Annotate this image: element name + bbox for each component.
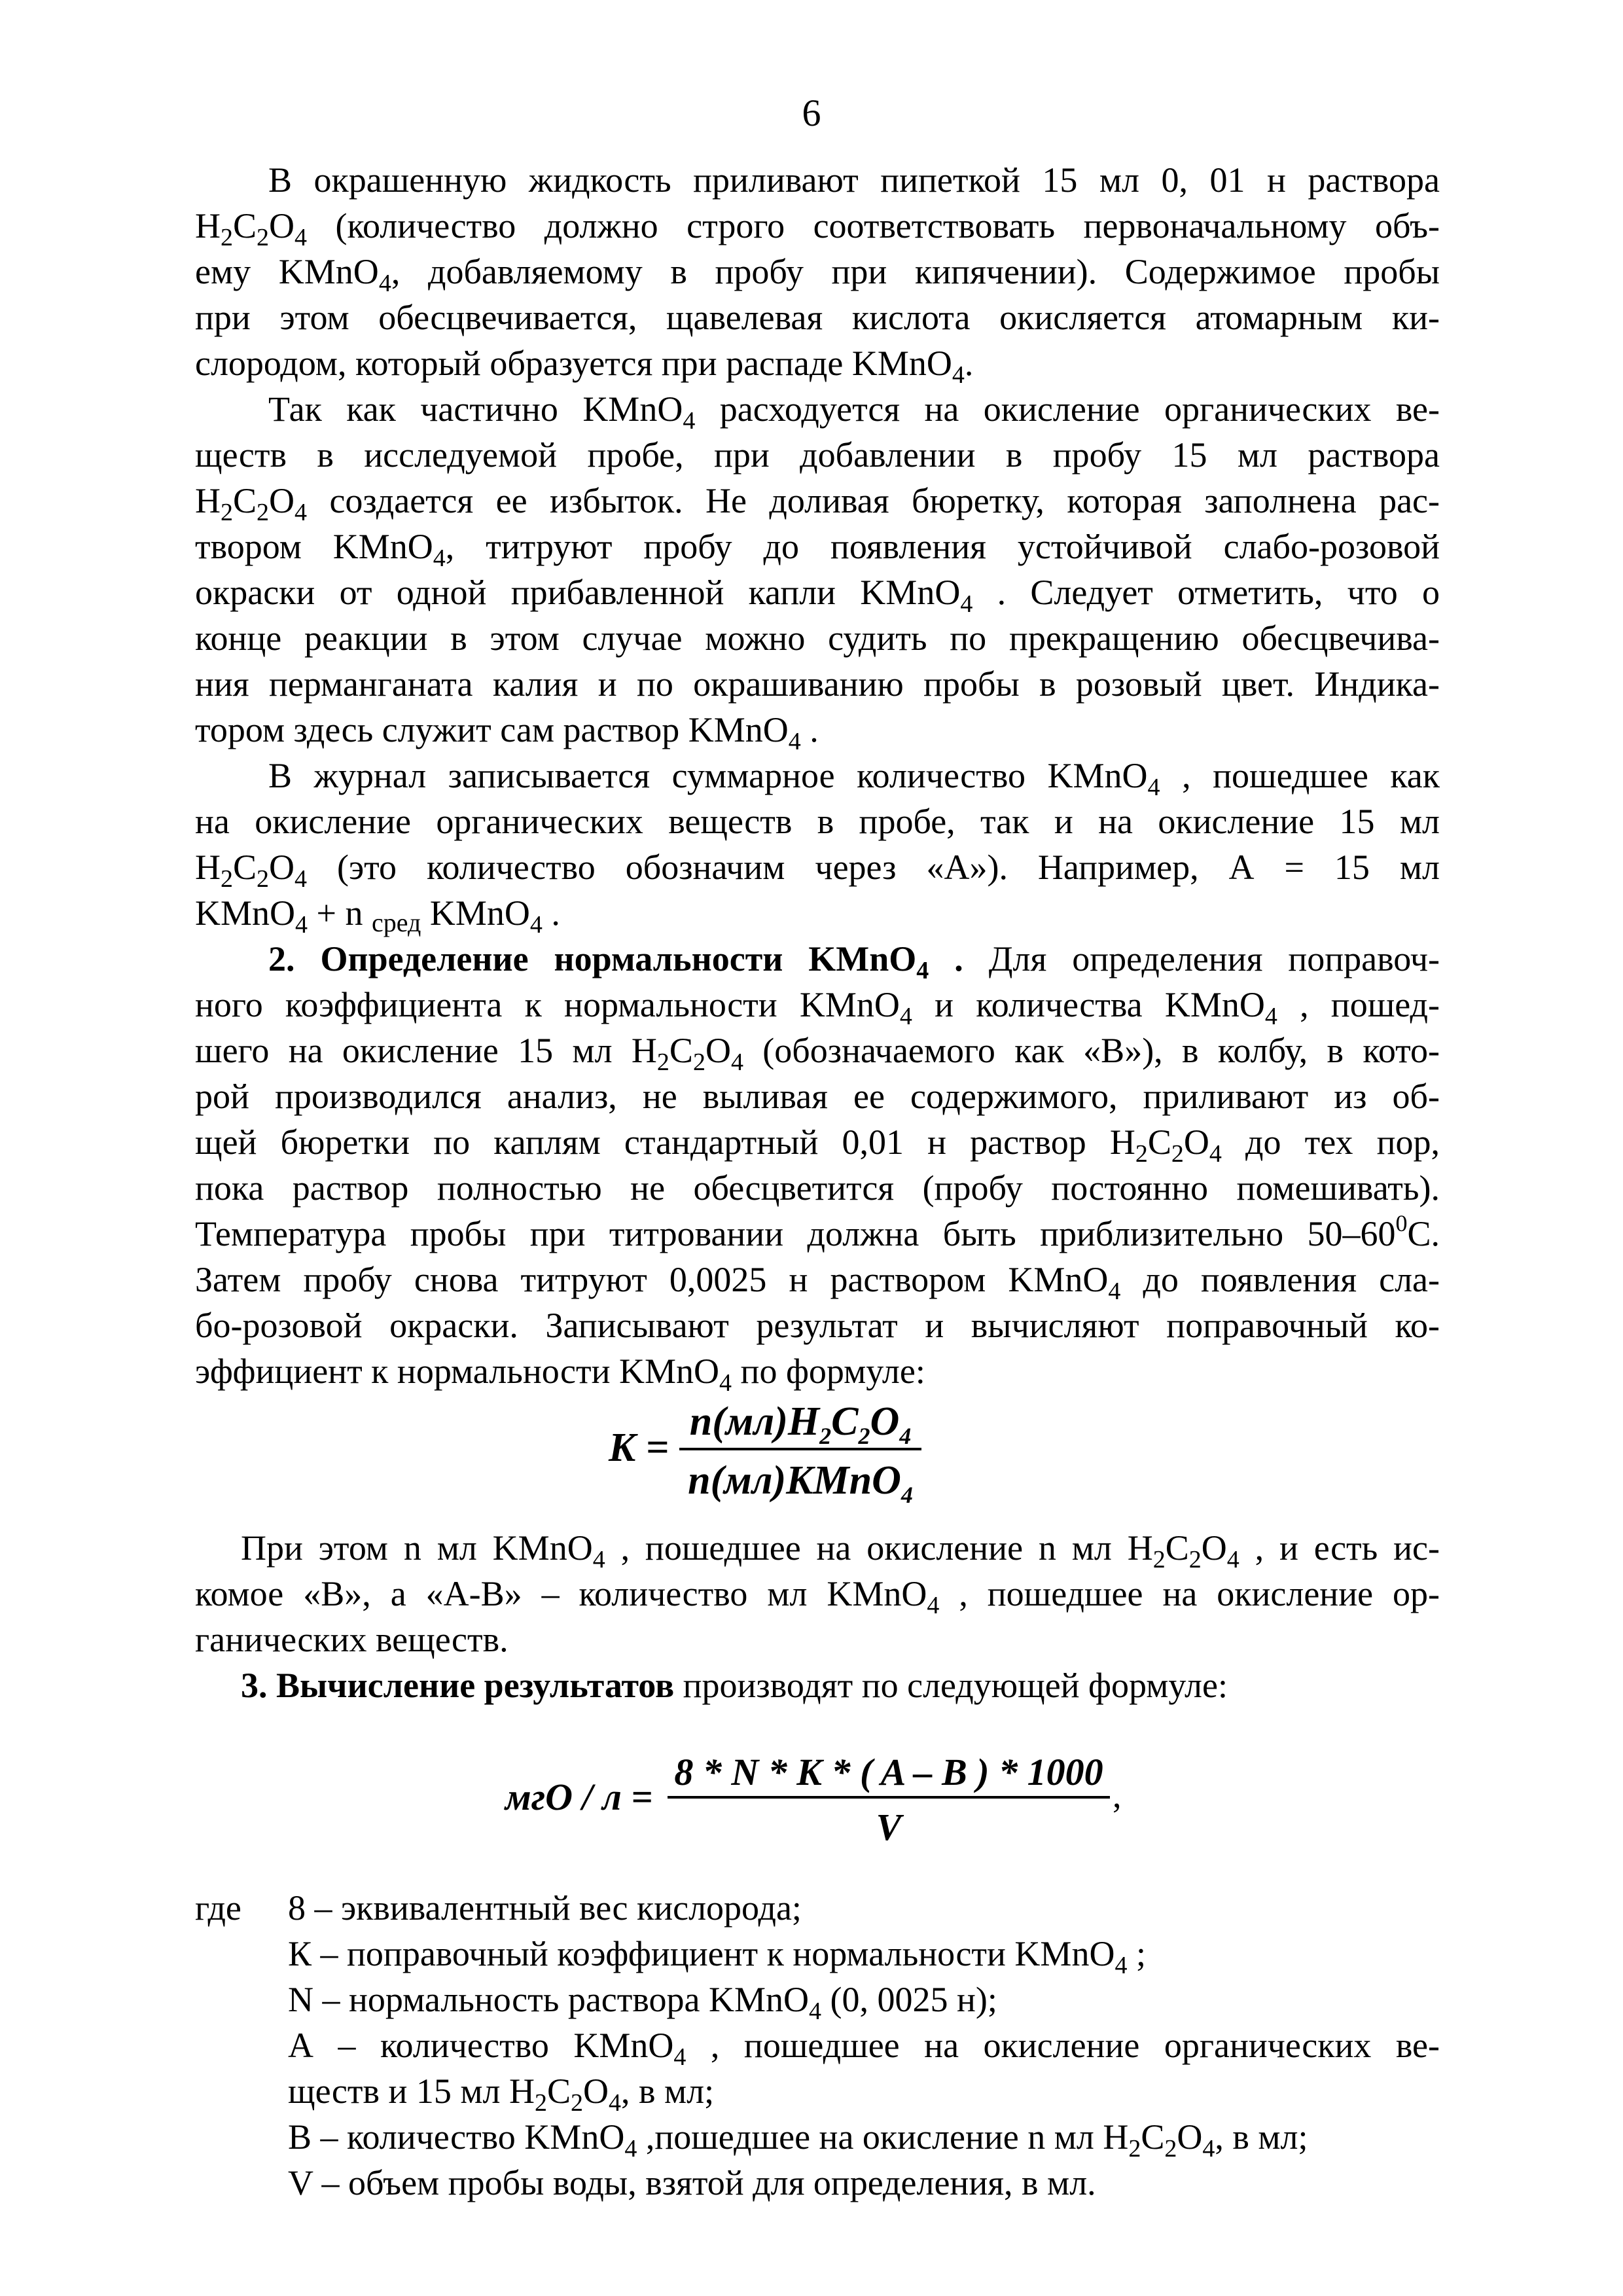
text-line: Температура пробы при титровании должна быть приблизительно $50-60^0С$. bbox=[195, 1210, 1440, 1253]
text-line: ществ в исследуемой пробе, при добавлении в пробу 15 мл раствора bbox=[195, 435, 1440, 475]
definition-item: 8 – эквивалентный вес кислорода; bbox=[288, 1888, 802, 1928]
text-line: ного коэффициента к нормальности KMnO$_4$ и количества KMnO$_4$ , пошед- bbox=[195, 985, 1440, 1030]
text-line: В окрашенную жидкость приливают пипеткой 15 мл 0, 01 н раствора bbox=[268, 160, 1440, 200]
text-line: бо-розовой окраски. Записывают результат и вычисляют поправочный ко- bbox=[195, 1306, 1440, 1345]
paragraph-2 bbox=[195, 386, 1440, 753]
definition-item: А – количество KMnO$_4$ , пошедшее на окисление органических ве- bbox=[288, 2026, 1440, 2071]
text-line: $H_2C_2O_4$ создается ее избыток. Не доливая бюретку, которая заполнена рас- bbox=[195, 481, 1440, 526]
text-line: комое «В», а «А-В» – количество мл KMnO$_4$ , пошедшее на окисление ор- bbox=[195, 1574, 1440, 1619]
text-line: эффициент к нормальности KMnO$_4$ по формуле: bbox=[195, 1352, 925, 1397]
formula-trailing-comma: , bbox=[1113, 1776, 1122, 1815]
text-line: В журнал записывается суммарное количество KMnO$_4$ , пошедшее как bbox=[268, 756, 1440, 801]
definition-item: N – нормальность раствора KMnO$_4$ (0, 0025 н); bbox=[288, 1980, 997, 2025]
text-line: При этом n мл KMnO$_4$ , пошедшее на окисление n мл $H_2C_2O_4$ , и есть ис- bbox=[241, 1528, 1440, 1573]
formula-correction-coefficient bbox=[0, 1389, 1623, 1513]
formula-numerator: 8 * N * K * ( A – B ) * 1000 bbox=[674, 1751, 1103, 1793]
text-line: твором KMnO$_4$, титруют пробу до появления устойчивой слабо-розовой bbox=[195, 527, 1440, 572]
formula-fraction bbox=[679, 1389, 921, 1509]
formula-numerator: $n(мл)H_2C_2O_4$ bbox=[689, 1399, 912, 1449]
text-line: конце реакции в этом случае можно судить по прекращению обесцвечива- bbox=[195, 619, 1440, 658]
text-line: ему KMnO$_4$, добавляемому в пробу при кипячении). Содержимое пробы bbox=[195, 252, 1440, 297]
paragraph-6 bbox=[195, 1662, 1440, 1708]
paragraph-1 bbox=[195, 157, 1440, 389]
definition-item: ществ и 15 мл $H_2C_2O_4$, в мл; bbox=[288, 2072, 715, 2117]
formula-fraction bbox=[668, 1741, 1110, 1854]
definition-item: К – поправочный коэффициент к нормальности KMnO$_4$ ; bbox=[288, 1934, 1146, 1979]
text-line: окраски от одной прибавленной капли KMnO$_4$ . Следует отметить, что о bbox=[195, 573, 1440, 618]
formula-lhs: мгО / л = bbox=[505, 1776, 653, 1818]
text-line: ния перманганата калия и по окрашиванию пробы в розовый цвет. Индика- bbox=[195, 664, 1440, 704]
text-line: щей бюретки по каплям стандартный 0,01 н раствор $H_2C_2O_4$ до тех пор, bbox=[195, 1122, 1440, 1168]
text-line: Затем пробу снова титруют 0,0025 н раствором KMnO$_4$ до появления сла- bbox=[195, 1260, 1440, 1305]
where-label: где bbox=[195, 1888, 241, 1928]
text-line: рой производился анализ, не выливая ее содержимого, приливают из об- bbox=[195, 1077, 1440, 1116]
text-line: 3. Вычисление результатов производят по следующей формуле: bbox=[241, 1666, 1228, 1705]
formula-denominator: V bbox=[876, 1806, 902, 1848]
paragraph-5 bbox=[195, 1525, 1440, 1662]
text-line: $H_2C_2O_4$ (это количество обозначим через «А»). Например, А = 15 мл bbox=[195, 848, 1440, 893]
text-line: слородом, который образуется при распаде KMnO$_4$. bbox=[195, 344, 974, 389]
text-line: $H_2C_2O_4$ (количество должно строго соответствовать первоначальному объ- bbox=[195, 206, 1440, 251]
text-line: Так как частично KMnO$_4$ расходуется на окисление органических ве- bbox=[268, 389, 1440, 435]
text-line: пока раствор полностью не обесцветится (пробу постоянно помешивать). bbox=[195, 1168, 1440, 1208]
formula-denominator: n(мл)KMnO$_4$ bbox=[688, 1458, 913, 1508]
definition-item: V – объем пробы воды, взятой для определения, в мл. bbox=[288, 2163, 1096, 2202]
section-heading-3: 3. Вычисление результатов bbox=[241, 1666, 675, 1705]
page-number: 6 bbox=[802, 92, 821, 134]
paragraph-3 bbox=[195, 753, 1440, 939]
definition-item: В – количество KMnO$_4$ ,пошедшее на окисление n мл $H_2C_2O_4$, в мл; bbox=[288, 2117, 1308, 2162]
paragraph-4 bbox=[195, 936, 1440, 1397]
text-line: 2. Определение нормальности KMnO$_4$ . Для определения поправоч- bbox=[268, 939, 1440, 984]
section-heading-2: 2. Определение нормальности KMnO$_4$ . bbox=[268, 939, 963, 984]
text-line: KMnO$_4$ + n $_{сред}$ KMnO$_4$ . bbox=[195, 893, 560, 939]
formula-lhs: K = bbox=[609, 1426, 669, 1470]
text-line: при этом обесцвечивается, щавелевая кислота окисляется атомарным ки- bbox=[195, 298, 1440, 337]
definitions-list bbox=[288, 1885, 1440, 2206]
text-line: ганических веществ. bbox=[195, 1620, 508, 1659]
text-line: шего на окисление 15 мл $H_2C_2O_4$ (обозначаемого как «В»), в колбу, в кото- bbox=[195, 1031, 1440, 1076]
formula-result bbox=[0, 1741, 1623, 1872]
text-line: тором здесь служит сам раствор KMnO$_4$ . bbox=[195, 710, 819, 755]
text-line: на окисление органических веществ в пробе, так и на окисление 15 мл bbox=[195, 802, 1440, 841]
